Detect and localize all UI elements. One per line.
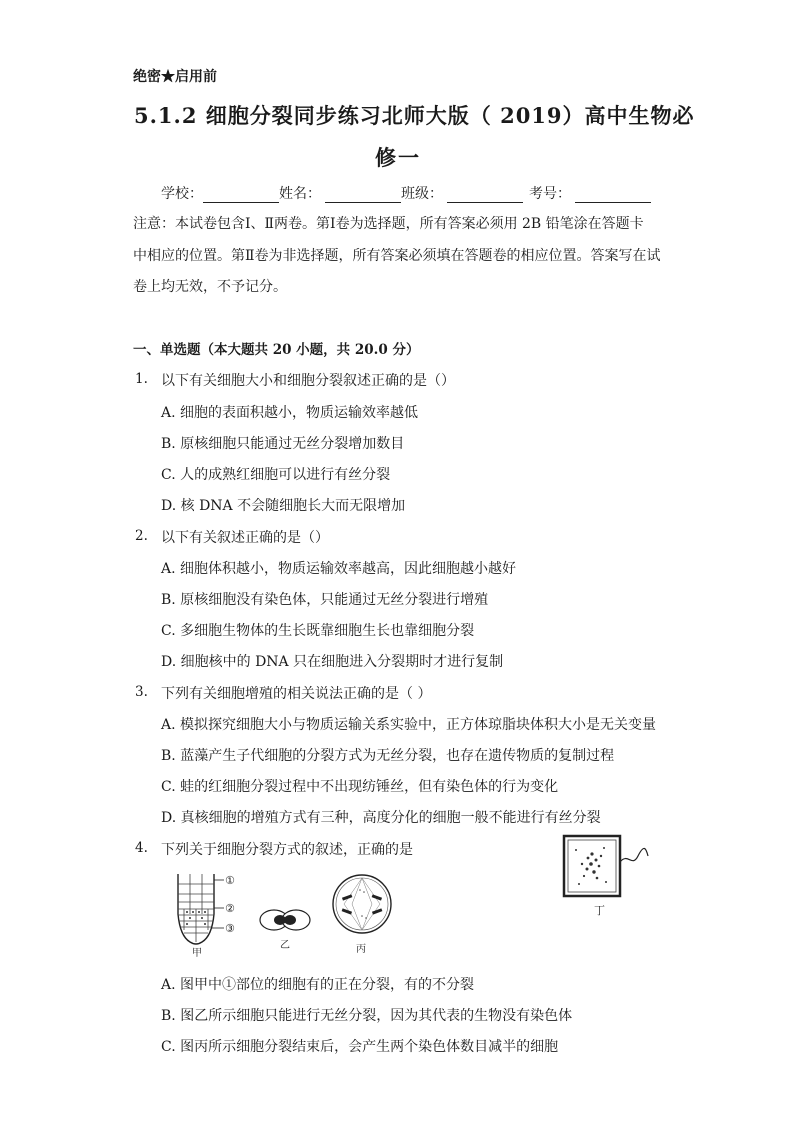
student-info-row: [161, 183, 651, 203]
number-blank[interactable]: [575, 188, 651, 203]
option-c[interactable]: C. 图丙所示细胞分裂结束后，会产生两个染色体数目减半的细胞: [161, 1039, 559, 1055]
figure-bing: [330, 870, 394, 958]
marker-2: ②: [225, 902, 235, 915]
flagellum-line: [620, 848, 648, 862]
option-b[interactable]: B. 原核细胞只能通过无丝分裂增加数目: [161, 436, 405, 452]
school-blank[interactable]: [203, 188, 279, 203]
notice-line-2: 中相应的位置。第Ⅱ卷为非选择题，所有答案必须填在答题卷的相应位置。答案写在试: [133, 248, 661, 264]
nucleus-right: [284, 915, 296, 925]
option-c[interactable]: C. 蛙的红细胞分裂过程中不出现纺锤丝，但有染色体的行为变化: [161, 779, 559, 795]
option-c[interactable]: C. 人的成熟红细胞可以进行有丝分裂: [161, 467, 391, 483]
name-blank[interactable]: [325, 188, 401, 203]
option-a[interactable]: A. 细胞的表面积越小，物质运输效率越低: [161, 405, 419, 421]
question-text: 下列有关细胞增殖的相关说法正确的是（ ）: [161, 686, 432, 702]
figure-label-ding: 丁: [594, 904, 605, 917]
question-number: 1.: [135, 371, 148, 387]
question-number: 4.: [135, 840, 148, 856]
class-blank[interactable]: [447, 188, 523, 203]
figure-jia: [168, 868, 248, 960]
question-number: 2.: [135, 528, 148, 544]
figure-label-jia: 甲: [192, 948, 202, 959]
question-text: 以下有关叙述正确的是（）: [161, 530, 329, 546]
option-b[interactable]: B. 原核细胞没有染色体，只能通过无丝分裂进行增殖: [161, 592, 489, 608]
option-b[interactable]: B. 图乙所示细胞只能进行无丝分裂，因为其代表的生物没有染色体: [161, 1008, 573, 1024]
figure-label-yi: 乙: [280, 940, 290, 951]
notice-line-1: 注意：本试卷包含Ⅰ、Ⅱ两卷。第Ⅰ卷为选择题，所有答案必须用 2B 铅笔涂在答题卡: [133, 216, 644, 232]
class-label: 班级：: [401, 186, 443, 202]
marker-3: ③: [225, 922, 235, 935]
figure-yi: [256, 904, 316, 954]
document-title: 5.1.2 细胞分裂同步练习北师大版（ 2019）高中生物必: [134, 103, 695, 128]
section-title: 一、单选题（本大题共 20 小题，共 20.0 分）: [133, 342, 420, 358]
school-label: 学校：: [161, 186, 203, 202]
option-d[interactable]: D. 真核细胞的增殖方式有三种，高度分化的细胞一般不能进行有丝分裂: [161, 810, 601, 826]
figure-label-bing: 丙: [356, 944, 366, 955]
option-d[interactable]: D. 核 DNA 不会随细胞长大而无限增加: [161, 498, 406, 514]
option-c[interactable]: C. 多细胞生物体的生长既靠细胞生长也靠细胞分裂: [161, 623, 475, 639]
option-a[interactable]: A. 模拟探究细胞大小与物质运输关系实验中，正方体琼脂块体积大小是无关变量: [161, 717, 657, 733]
question-text: 下列关于细胞分裂方式的叙述，正确的是: [161, 842, 413, 858]
option-a[interactable]: A. 细胞体积越小，物质运输效率越高，因此细胞越小越好: [161, 561, 517, 577]
secret-label: 绝密★启用前: [133, 69, 217, 85]
plant-cell-wall: [564, 836, 620, 896]
option-b[interactable]: B. 蓝藻产生子代细胞的分裂方式为无丝分裂，也存在遗传物质的复制过程: [161, 748, 615, 764]
question-number: 3.: [135, 684, 148, 700]
question-text: 以下有关细胞大小和细胞分裂叙述正确的是（）: [161, 373, 455, 389]
notice-line-3: 卷上均无效，不予记分。: [133, 279, 287, 295]
marker-1: ①: [225, 874, 235, 887]
number-label: 考号：: [529, 186, 571, 202]
name-label: 姓名：: [279, 186, 321, 202]
document-title-line2: 修一: [375, 145, 421, 170]
figure-ding: [554, 834, 654, 920]
option-a[interactable]: A. 图甲中①部位的细胞有的正在分裂，有的不分裂: [161, 977, 475, 993]
cell-membrane: [333, 875, 391, 933]
option-d[interactable]: D. 细胞核中的 DNA 只在细胞进入分裂期时才进行复制: [161, 654, 504, 670]
